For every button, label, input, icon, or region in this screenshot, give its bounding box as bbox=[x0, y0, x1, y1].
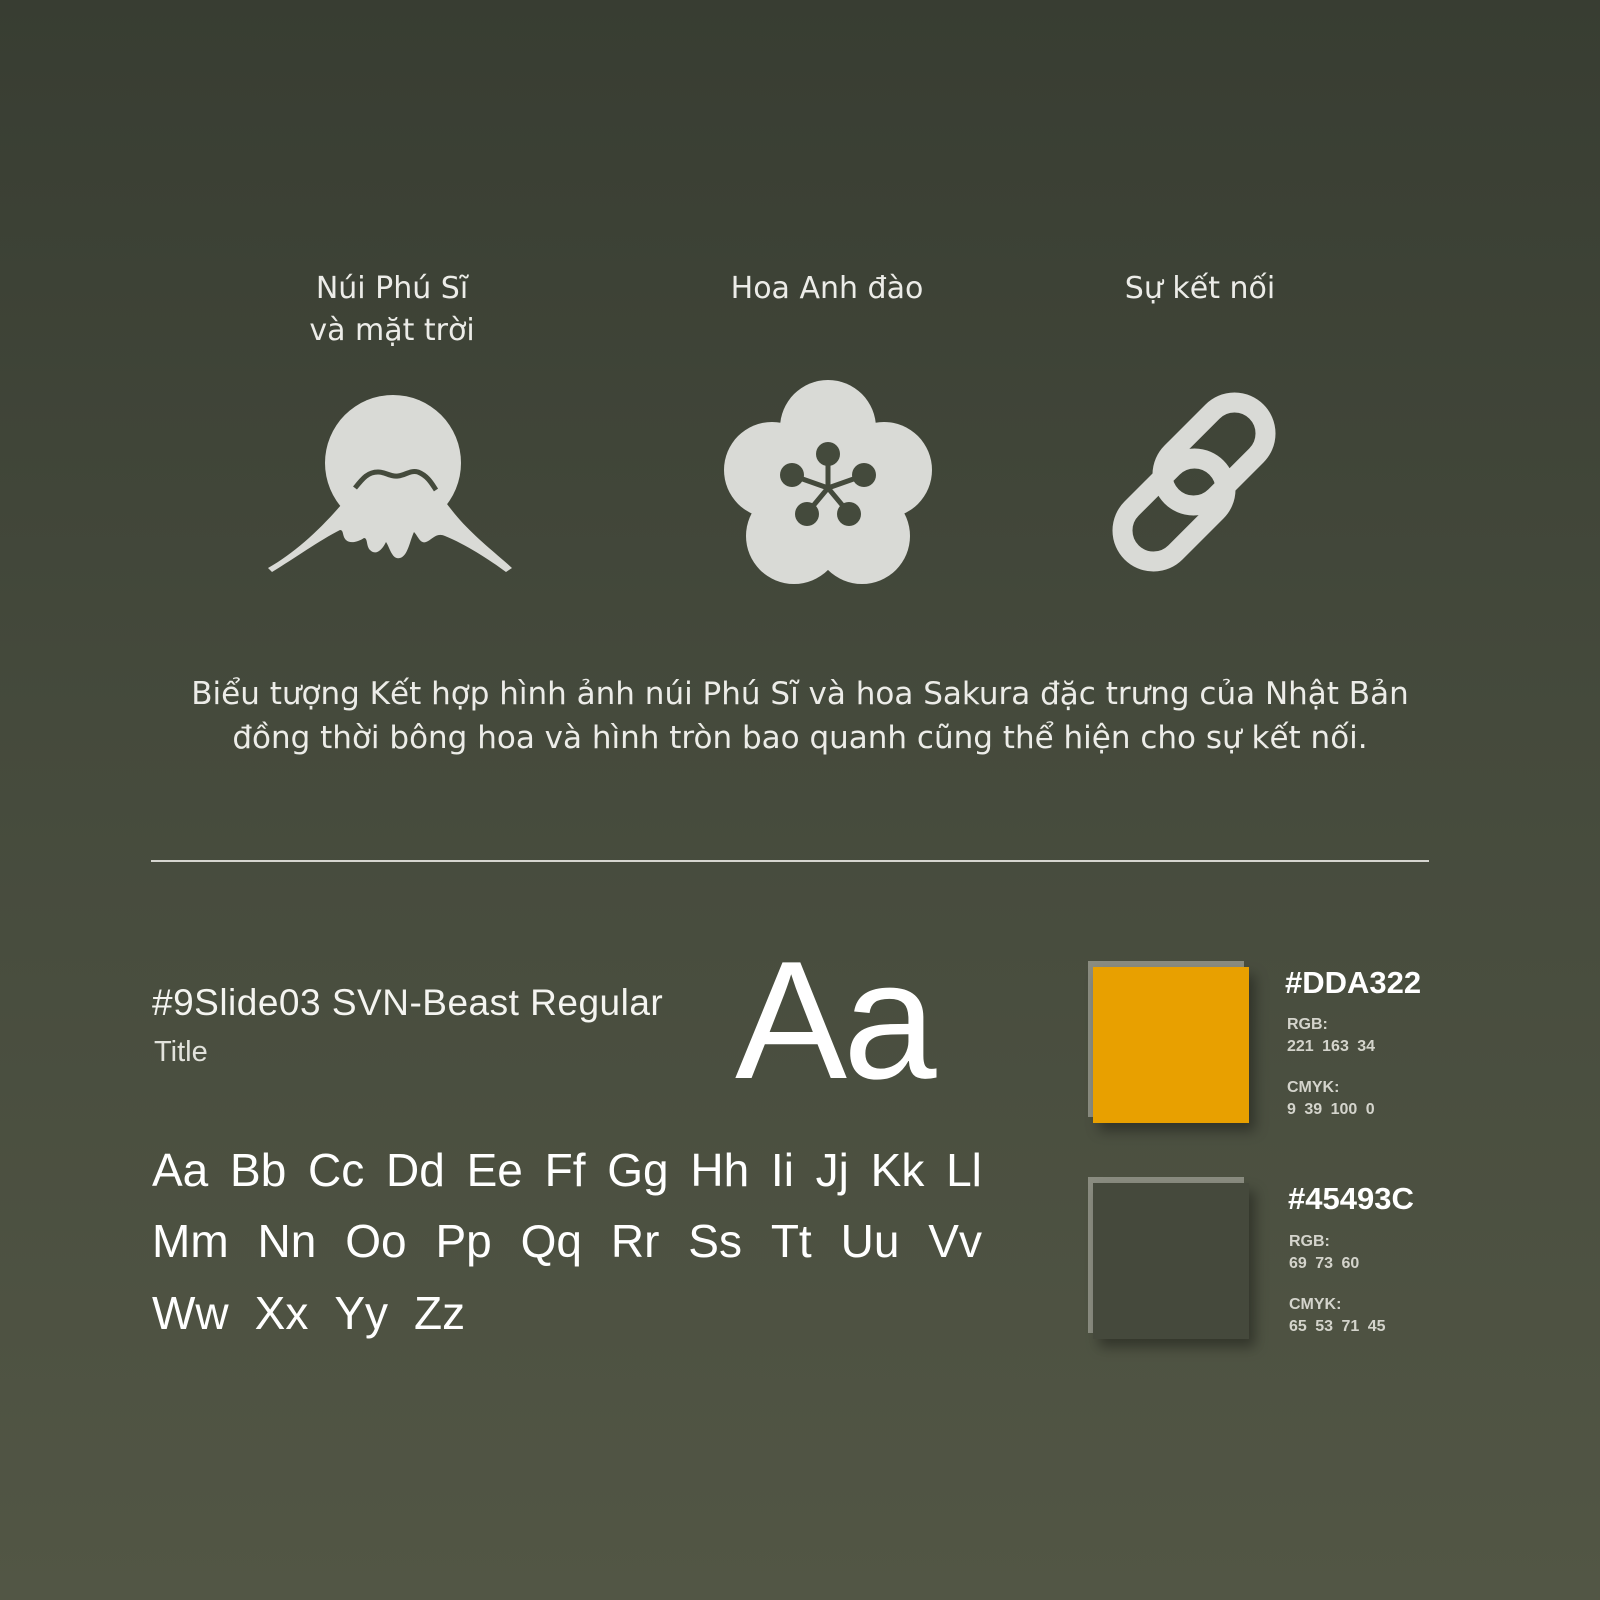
alphabet-glyph: Uu bbox=[840, 1215, 900, 1267]
alphabet-glyph: Yy bbox=[334, 1287, 389, 1339]
alphabet-glyph: Tt bbox=[770, 1215, 812, 1267]
color-hex: #DDA322 bbox=[1285, 965, 1422, 1000]
rgb-value: 69 73 60 bbox=[1289, 1255, 1360, 1272]
alphabet-row bbox=[152, 1211, 982, 1271]
alphabet-glyph: Ss bbox=[688, 1215, 742, 1267]
alphabet-glyph: Mm bbox=[152, 1215, 229, 1267]
alphabet-glyph: Kk bbox=[870, 1144, 925, 1196]
alphabet-glyph: Nn bbox=[257, 1215, 317, 1267]
rgb-value: 221 163 34 bbox=[1287, 1038, 1376, 1055]
alphabet-glyph: Gg bbox=[607, 1144, 669, 1196]
alphabet-glyph: Oo bbox=[345, 1215, 407, 1267]
rgb-label: RGB: bbox=[1289, 1233, 1330, 1250]
alphabet-glyph: Dd bbox=[386, 1144, 445, 1196]
font-sample: Aa bbox=[735, 926, 933, 1114]
alphabet-glyph: Rr bbox=[610, 1215, 660, 1267]
font-name: #9Slide03 SVN-Beast Regular bbox=[152, 982, 664, 1023]
alphabet-row bbox=[152, 1140, 982, 1200]
alphabet-glyph: Ii bbox=[770, 1144, 794, 1196]
caption-sakura: Hoa Anh đào bbox=[730, 271, 924, 306]
alphabet-glyph: Bb bbox=[230, 1144, 287, 1196]
alphabet-glyph: Vv bbox=[928, 1215, 982, 1267]
alphabet-glyph: Ww bbox=[152, 1287, 229, 1339]
chain-link-icon bbox=[1110, 392, 1290, 572]
caption-connection: Sự kết nối bbox=[1124, 271, 1276, 306]
alphabet-glyph: Zz bbox=[414, 1287, 466, 1339]
cmyk-label: CMYK: bbox=[1289, 1296, 1342, 1313]
cmyk-value: 65 53 71 45 bbox=[1289, 1318, 1386, 1335]
alphabet-row bbox=[152, 1283, 982, 1343]
alphabet-glyph: Hh bbox=[690, 1144, 750, 1196]
sakura-flower-icon bbox=[718, 378, 938, 588]
alphabet-glyph: Xx bbox=[254, 1287, 309, 1339]
color-hex: #45493C bbox=[1288, 1181, 1414, 1216]
color-swatch-primary bbox=[1093, 967, 1249, 1123]
alphabet-glyph: Ff bbox=[544, 1144, 586, 1196]
cmyk-label: CMYK: bbox=[1287, 1079, 1340, 1096]
cmyk-value: 9 39 100 0 bbox=[1287, 1101, 1375, 1118]
divider bbox=[151, 860, 1429, 862]
font-role: Title bbox=[154, 1036, 208, 1068]
alphabet-glyph: Pp bbox=[435, 1215, 492, 1267]
alphabet-glyph: Aa bbox=[152, 1144, 209, 1196]
caption-fuji-sun: Núi Phú Sĩ và mặt trời bbox=[309, 271, 475, 348]
alphabet-glyph: Jj bbox=[815, 1144, 849, 1196]
fuji-sun-icon bbox=[260, 380, 520, 590]
color-swatch-secondary bbox=[1093, 1183, 1249, 1339]
logo-description: Biểu tượng Kết hợp hình ảnh núi Phú Sĩ và hoa Sakura đặc trưng của Nhật Bản đồng thời bông hoa và hình tròn bao quanh cũng thể hiện cho sự kết nối. bbox=[191, 676, 1409, 756]
rgb-label: RGB: bbox=[1287, 1016, 1328, 1033]
alphabet-glyph: Ee bbox=[466, 1144, 523, 1196]
alphabet-glyph: Cc bbox=[308, 1144, 365, 1196]
alphabet-glyph: Qq bbox=[520, 1215, 582, 1267]
alphabet-glyph: Ll bbox=[946, 1144, 982, 1196]
